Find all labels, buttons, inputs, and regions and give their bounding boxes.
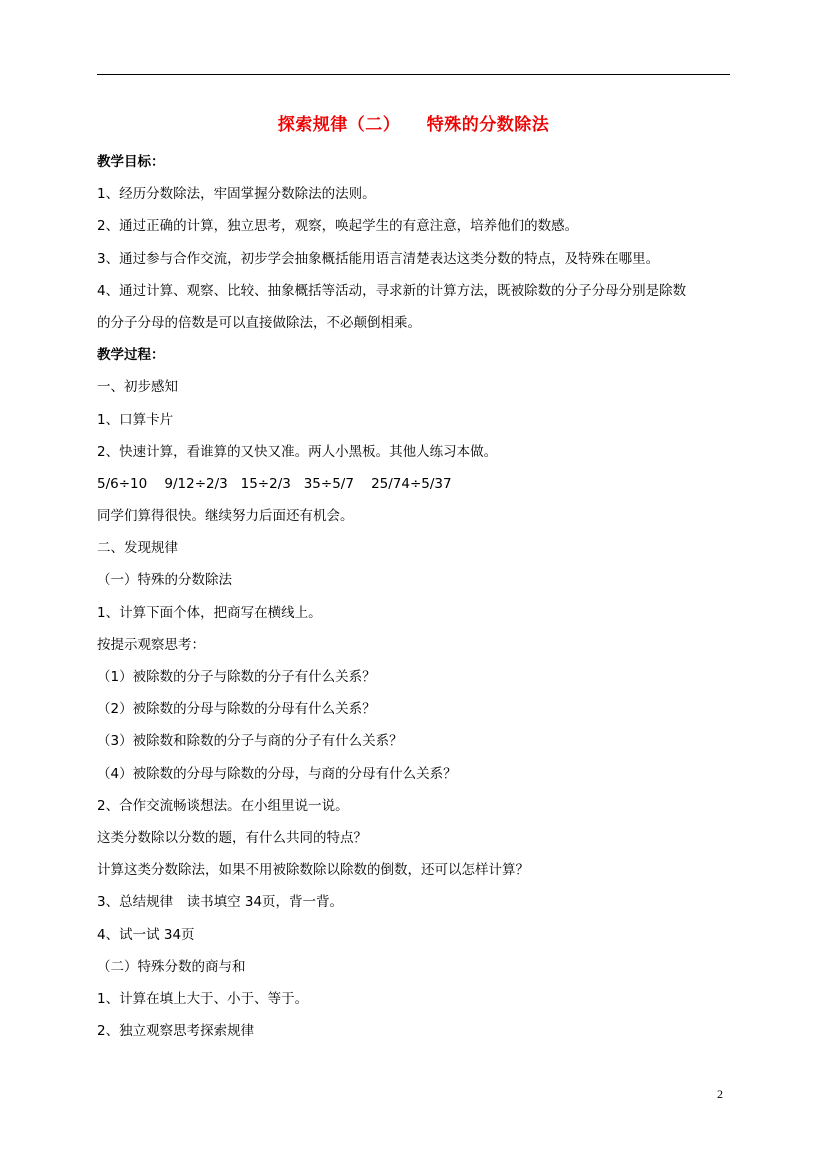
body-line: （一）特殊的分数除法 <box>97 572 232 589</box>
body-line: 3、通过参与合作交流，初步学会抽象概括能用语言清楚表达这类分数的特点，及特殊在哪里。 <box>97 250 660 267</box>
body-line: （1）被除数的分子与除数的分子有什么关系？ <box>97 669 376 685</box>
body-line: 2、通过正确的计算，独立思考，观察，唤起学生的有意注意，培养他们的数感。 <box>97 218 579 235</box>
body-line: 1、计算下面个体，把商写在横线上。 <box>97 604 322 621</box>
document-body <box>97 146 737 1047</box>
header-rule <box>97 74 730 75</box>
page-number: 2 <box>717 1087 723 1101</box>
section-heading: 教学目标： <box>97 154 165 170</box>
body-line: 这类分数除以分数的题，有什么共同的特点？ <box>97 829 367 846</box>
body-line: 一、初步感知 <box>97 379 178 396</box>
body-line: （二）特殊分数的商与和 <box>97 958 246 975</box>
body-line: （2）被除数的分母与除数的分母有什么关系？ <box>97 701 376 718</box>
body-line: 2、合作交流畅谈想法。在小组里说一说。 <box>97 797 349 814</box>
body-line: 2、快速计算，看谁算的又快又准。两人小黑板。其他人练习本做。 <box>97 443 498 460</box>
section-heading: 教学过程： <box>97 347 165 364</box>
body-line: （4）被除数的分母与除数的分母，与商的分母有什么关系？ <box>97 765 457 782</box>
body-line: 1、口算卡片 <box>97 411 174 428</box>
body-line: 5/6÷10 9/12÷2/3 15÷2/3 35÷5/7 25/74÷5/37 <box>97 475 452 492</box>
body-line: 1、经历分数除法，牢固掌握分数除法的法则。 <box>97 186 376 203</box>
body-line: 1、计算在填上大于、小于、等于。 <box>97 990 309 1007</box>
body-line: 计算这类分数除法，如果不用被除数除以除数的倒数，还可以怎样计算？ <box>97 862 529 879</box>
body-line: 同学们算得很快。继续努力后面还有机会。 <box>97 508 354 525</box>
document-title: 探索规律（二） 特殊的分数除法 <box>277 115 550 135</box>
body-line: 3、总结规律 读书填空 34页，背一背。 <box>97 894 344 911</box>
body-line: 二、发现规律 <box>97 540 178 557</box>
body-line: 的分子分母的倍数是可以直接做除法，不必颠倒相乘。 <box>97 314 421 331</box>
body-line: 2、独立观察思考探索规律 <box>97 1023 255 1040</box>
body-line: 按提示观察思考： <box>97 636 205 653</box>
body-line: 4、试一试 34页 <box>97 926 195 943</box>
body-line: 4、通过计算、观察、比较、抽象概括等活动，寻求新的计算方法，既被除数的分子分母分别是除数 <box>97 282 687 299</box>
body-line: （3）被除数和除数的分子与商的分子有什么关系？ <box>97 733 403 750</box>
